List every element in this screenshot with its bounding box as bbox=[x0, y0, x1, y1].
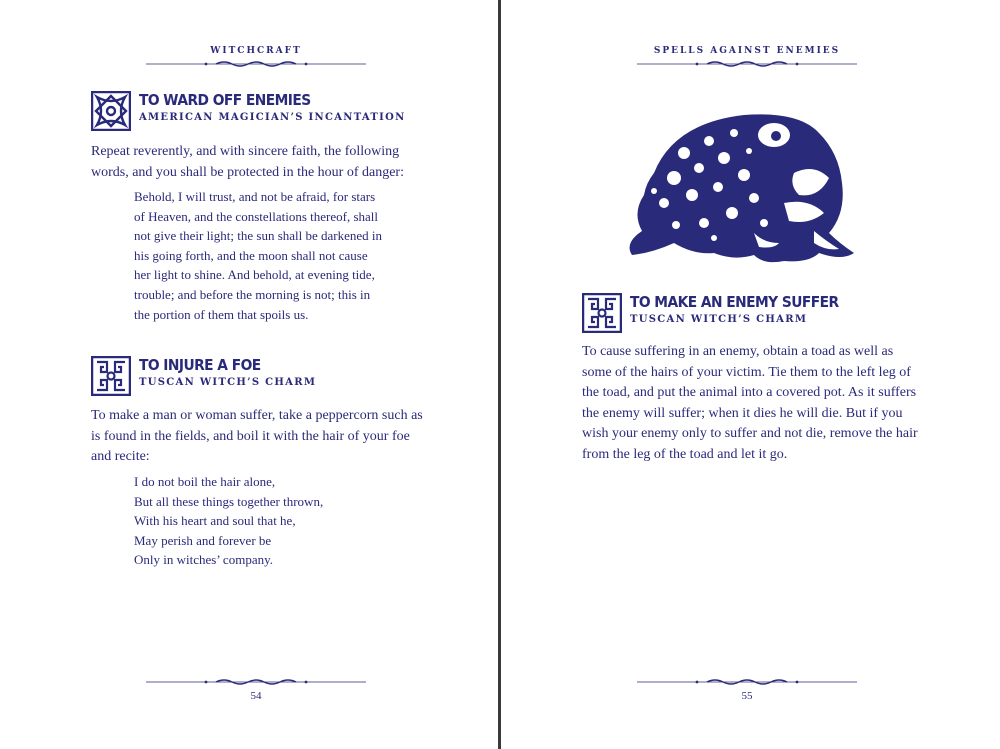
section-heading bbox=[91, 91, 431, 133]
running-head: WITCHCRAFT bbox=[210, 46, 302, 56]
spiral-tile-icon bbox=[582, 293, 622, 333]
section-subtitle: AMERICAN MAGICIAN’S INCANTATION bbox=[139, 112, 406, 123]
verse-line: But all these things together thrown, bbox=[134, 493, 324, 509]
section-subtitle: TUSCAN WITCH’S CHARM bbox=[630, 314, 808, 325]
section-heading bbox=[91, 356, 431, 398]
section-heading bbox=[582, 293, 942, 335]
verse-line: I do not boil the hair alone, bbox=[134, 474, 276, 489]
footer-flourish bbox=[637, 677, 857, 687]
header-flourish bbox=[637, 59, 857, 69]
section-title: TO MAKE AN ENEMY SUFFER bbox=[630, 293, 839, 311]
incantation-verse bbox=[134, 187, 434, 324]
celtic-knot-icon bbox=[91, 91, 131, 131]
left-page bbox=[0, 0, 498, 749]
header-flourish bbox=[146, 59, 366, 69]
verse-line: not give their light; the sun shall be darkened in bbox=[134, 228, 383, 244]
verse-line: her light to shine. And behold, at evening tide, bbox=[134, 267, 375, 283]
intro-paragraph: To make a man or woman suffer, take a peppercorn such as is found in the fields, and boil it with the hair of your foe and recite: bbox=[91, 408, 423, 464]
verse-line: Only in witches’ company. bbox=[134, 552, 273, 568]
verse-line: trouble; and before the morning is not; this in bbox=[134, 286, 371, 302]
section-title: TO WARD OFF ENEMIES bbox=[139, 91, 311, 109]
verse-line: of Heaven, and the constellations thereof, shall bbox=[134, 208, 379, 224]
verse-line: Behold, I will trust, and not be afraid, for stars bbox=[134, 189, 376, 204]
page-number: 55 bbox=[741, 690, 753, 702]
verse-line: his going forth, and the moon shall not cause bbox=[134, 247, 368, 263]
verse-line: May perish and forever be bbox=[134, 532, 272, 548]
section-subtitle: TUSCAN WITCH’S CHARM bbox=[139, 377, 317, 388]
running-head: SPELLS AGAINST ENEMIES bbox=[653, 46, 841, 56]
intro-paragraph: Repeat reverently, and with sincere faith, the following words, and you shall be protected in the hour of danger: bbox=[91, 144, 404, 180]
toad-illustration bbox=[614, 103, 864, 268]
verse-line: the portion of them that spoils us. bbox=[134, 306, 309, 322]
body-paragraph: To cause suffering in an enemy, obtain a toad as well as some of the hairs of your victim. Tie them to the left leg of the toad, and put the animal into a covered pot. As it suffers the enemy will suffer; when it dies he will die. But if you wish your enemy only to suffer and not die, remove the hair from the leg of the toad and let it go. bbox=[582, 344, 918, 462]
verse-line: With his heart and soul that he, bbox=[134, 513, 296, 529]
footer-flourish bbox=[146, 677, 366, 687]
section-title: TO INJURE A FOE bbox=[139, 356, 261, 374]
spiral-tile-icon bbox=[91, 356, 131, 396]
right-page bbox=[502, 0, 1000, 749]
charm-verse bbox=[134, 472, 434, 570]
page-number: 54 bbox=[250, 690, 262, 702]
book-gutter bbox=[498, 0, 501, 749]
